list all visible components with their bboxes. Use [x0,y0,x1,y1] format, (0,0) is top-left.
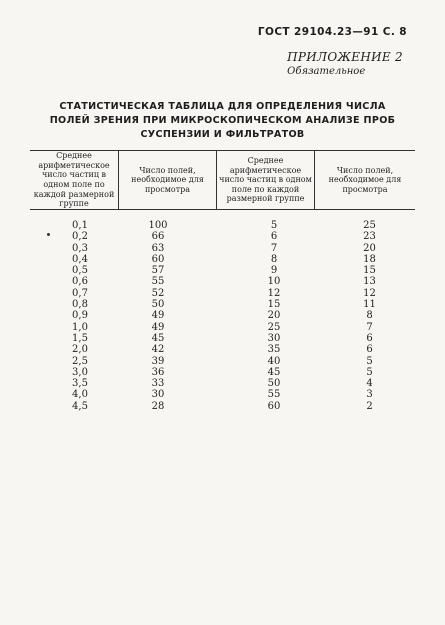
table-cell: 25 [267,321,281,333]
table-cell: 20 [363,242,376,254]
column-header: Число полей, необходимое для просмотра [118,151,216,209]
table-cell: 8 [366,310,373,322]
table-cell: 50 [267,378,281,390]
table-cell: 0,3 [72,242,88,254]
table-cell: 12 [267,287,281,299]
table-row [30,265,415,276]
table-cell: 6 [270,231,278,243]
table-cell: 4,0 [72,389,88,401]
table-cell: 0,1 [72,220,88,231]
table-cell: 1,0 [72,321,88,333]
table-row [30,322,415,333]
table-cell: 3,0 [72,366,88,378]
table-cell: 57 [151,265,165,277]
table-cell: 4 [366,378,373,390]
table-row [30,310,415,321]
table-row [30,356,415,367]
table-cell: 6 [366,332,373,344]
column-header: Среднее арифметическое число частиц в одном поле по каждой размерной группе [216,151,314,209]
table-cell: 63 [151,242,165,254]
table-row [30,401,415,412]
appendix-block [287,50,403,77]
appendix-subtitle: Обязательное [287,66,366,77]
appendix-title: ПРИЛОЖЕНИЕ 2 [287,50,403,64]
table-cell: 30 [151,389,165,401]
table-cell: 3 [366,389,373,401]
table-cell: 28 [151,400,165,412]
document-title [40,100,405,142]
table-cell: 5 [366,366,373,378]
table-cell: 35 [267,344,281,356]
table-cell: 45 [267,366,281,378]
table-cell: 15 [267,299,281,311]
table-row [30,378,415,389]
table-cell: 55 [151,276,165,288]
table-row [30,367,415,378]
title-line: ПОЛЕЙ ЗРЕНИЯ ПРИ МИКРОСКОПИЧЕСКОМ АНАЛИЗЕ ПРОБ [49,115,396,126]
table-cell: 39 [151,355,165,367]
table-cell: 0,7 [72,287,88,299]
scan-speck [47,233,50,236]
table-row [30,288,415,299]
table-cell: 8 [270,253,278,265]
table-cell: 2 [366,400,373,412]
table-cell: 55 [267,389,281,401]
table-header [30,150,415,210]
table-cell: 3,5 [72,378,88,390]
table-row [30,344,415,355]
table-cell: 49 [151,321,165,333]
table-cell: 5 [270,220,278,231]
page-header: ГОСТ 29104.23—91 С. 8 [257,26,407,38]
table-cell: 30 [267,332,281,344]
table-cell: 66 [151,231,165,243]
table-row [30,299,415,310]
table-row [30,243,415,254]
table-cell: 50 [151,299,165,311]
table-cell: 0,6 [72,276,88,288]
table-cell: 7 [366,321,373,333]
table-cell: 25 [363,220,376,231]
table-cell: 23 [363,231,376,243]
table-cell: 60 [267,400,281,412]
table-cell: 0,2 [72,231,88,243]
table-cell: 40 [267,355,281,367]
table-row [30,333,415,344]
table-cell: 0,4 [72,253,88,265]
title-line: СТАТИСТИЧЕСКАЯ ТАБЛИЦА ДЛЯ ОПРЕДЕЛЕНИЯ ЧИСЛА [59,101,386,112]
table-cell: 7 [270,242,278,254]
table-cell: 5 [366,355,373,367]
table-cell: 36 [151,366,165,378]
column-header: Среднее арифметическое число частиц в одном поле по каждой размерной группе [33,151,115,209]
table-row [30,276,415,287]
table-cell: 13 [363,276,376,288]
table-cell: 0,8 [72,299,88,311]
table-cell: 45 [151,332,165,344]
table-cell: 60 [151,253,165,265]
table-cell: 42 [151,344,165,356]
table-cell: 11 [363,299,376,311]
title-line: СУСПЕНЗИИ И ФИЛЬТРАТОВ [140,129,305,140]
table-cell: 100 [148,220,168,231]
table-cell: 0,9 [72,310,88,322]
table-cell: 49 [151,310,165,322]
table-cell: 9 [270,265,278,277]
table-row [30,389,415,400]
table-cell: 20 [267,310,281,322]
table-body [30,220,415,412]
statistics-table [30,150,415,412]
table-cell: 10 [267,276,281,288]
table-cell: 2,5 [72,355,88,367]
table-cell: 18 [363,253,376,265]
table-cell: 2,0 [72,344,88,356]
table-cell: 4,5 [72,400,88,412]
table-cell: 0,5 [72,265,88,277]
column-header: Число полей, необходимое для просмотра [314,151,415,209]
table-cell: 12 [363,287,376,299]
table-cell: 52 [151,287,165,299]
table-cell: 1,5 [72,332,88,344]
table-cell: 33 [151,378,165,390]
table-cell: 15 [363,265,376,277]
table-cell: 6 [366,344,373,356]
table-row [30,254,415,265]
table-row [30,220,415,231]
table-row [30,231,415,242]
